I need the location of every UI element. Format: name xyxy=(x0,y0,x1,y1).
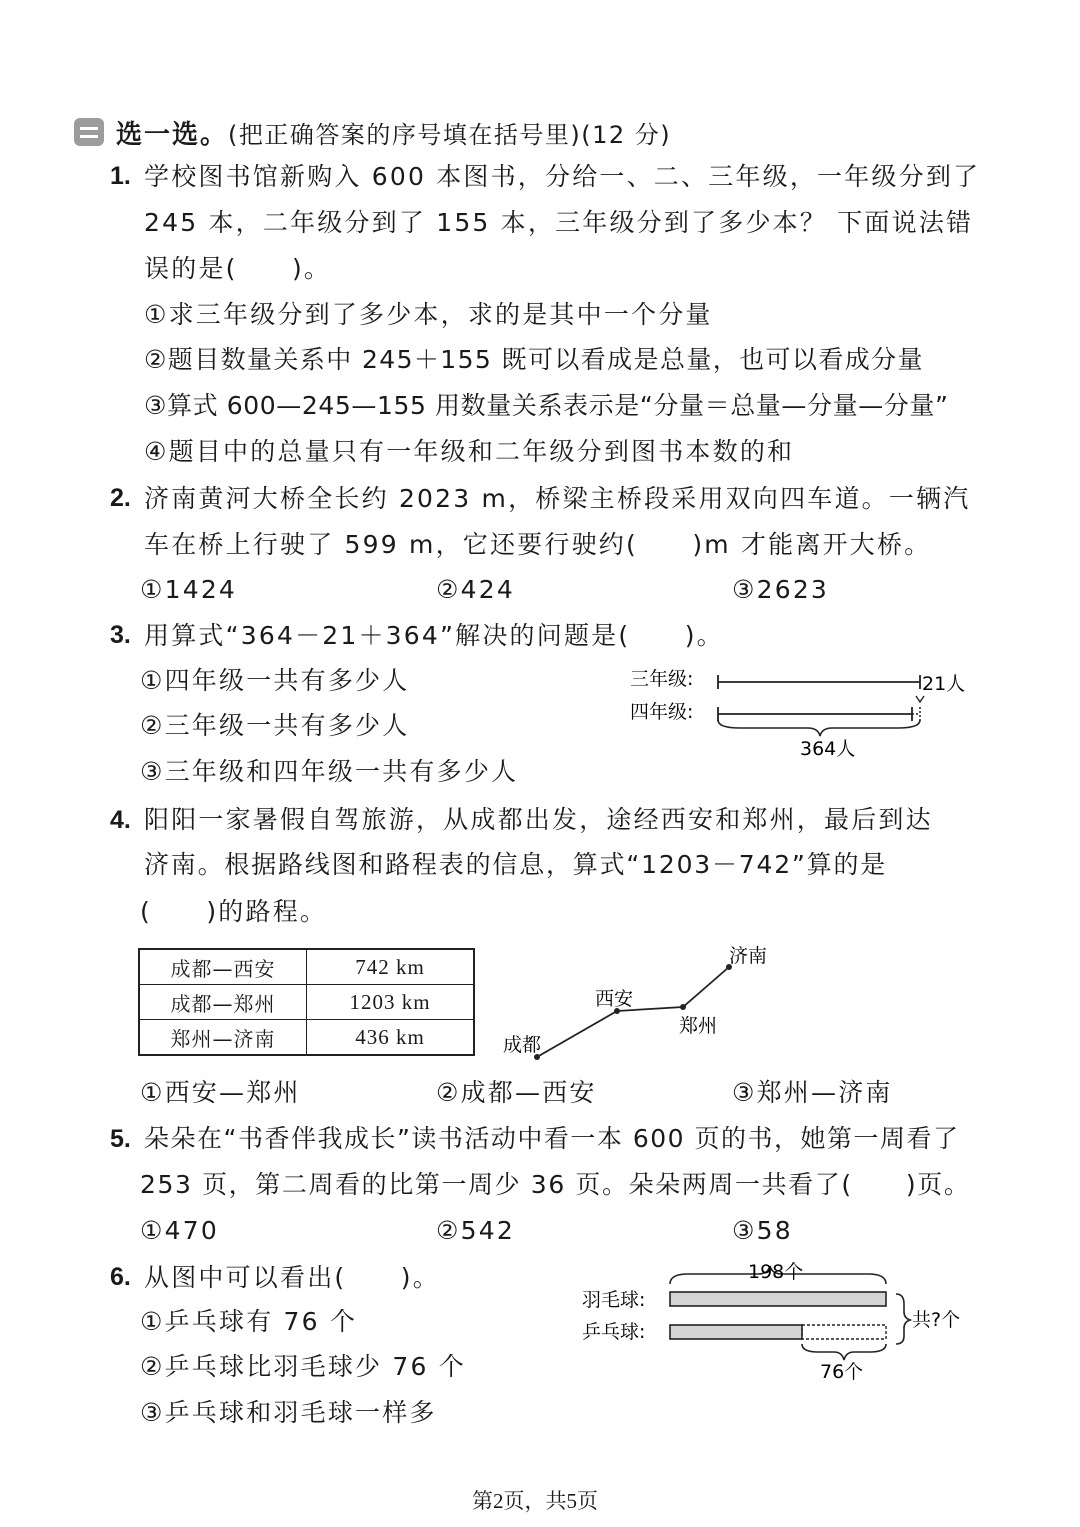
q6-line: 从图中可以看出( )。 xyxy=(144,1263,440,1292)
q1-line-2: 245 本，二年级分到了 155 本，三年级分到了多少本？ 下面说法错 xyxy=(144,208,974,237)
route-distance-table xyxy=(138,948,475,1056)
section-title: 选一选。 xyxy=(116,120,229,150)
table-cell-distance: 1203 km xyxy=(307,985,475,1020)
q6-option-2: ②乒乓球比羽毛球少 76 个 xyxy=(140,1352,466,1381)
q5-line-2: 253 页，第二周看的比第一周少 36 页。朵朵两周一共看了( )页。 xyxy=(140,1170,971,1199)
page-footer: 第2页，共5页 xyxy=(472,1489,598,1513)
q5-number: 5. xyxy=(110,1125,131,1153)
table-cell-route: 成都—郑州 xyxy=(139,985,307,1020)
q4-option-3: ③郑州—济南 xyxy=(732,1078,893,1107)
q1-line-1: 学校图书馆新购入 600 本图书，分给一、二、三年级，一年级分到了 xyxy=(144,162,981,191)
q4-option-2: ②成都—西安 xyxy=(436,1078,597,1107)
q3-total-label: 364人 xyxy=(800,738,856,760)
q3-diff-label: 21人 xyxy=(922,673,966,695)
q6-total-label: 共?个 xyxy=(912,1309,961,1331)
q1-line-3: 误的是( )。 xyxy=(144,254,332,283)
q1-number: 1. xyxy=(110,162,131,190)
q1-option-3: ③算式 600—245—155 用数量关系表示是“分量＝总量—分量—分量” xyxy=(144,391,949,420)
q2-option-2: ②424 xyxy=(436,575,515,604)
q4-option-1: ①西安—郑州 xyxy=(140,1078,301,1107)
map-chengdu-label: 成都 xyxy=(503,1034,542,1056)
q2-line-1: 济南黄河大桥全长约 2023 m，桥梁主桥段采用双向四车道。一辆汽 xyxy=(144,484,971,513)
q2-option-1: ①1424 xyxy=(140,575,238,604)
q6-option-3: ③乒乓球和羽毛球一样多 xyxy=(140,1398,437,1427)
map-xian-label: 西安 xyxy=(595,988,634,1010)
route-map xyxy=(495,935,795,1065)
q4-line-2: 济南。根据路线图和路程表的信息，算式“1203－742”算的是 xyxy=(144,850,888,879)
q6-top-label: 198个 xyxy=(748,1261,804,1283)
table-cell-route: 成都—西安 xyxy=(139,949,307,985)
q3-grade4-label: 四年级: xyxy=(630,701,694,723)
q2-number: 2. xyxy=(110,484,131,512)
q5-line-1: 朵朵在“书香伴我成长”读书活动中看一本 600 页的书，她第一周看了 xyxy=(144,1124,960,1153)
q3-number: 3. xyxy=(110,621,131,649)
q5-option-1: ①470 xyxy=(140,1216,219,1245)
q6-diff-label: 76个 xyxy=(820,1361,864,1383)
q3-line-segment-diagram xyxy=(620,660,980,760)
map-jinan-label: 济南 xyxy=(729,945,768,967)
q6-number: 6. xyxy=(110,1263,131,1291)
table-row xyxy=(139,949,474,985)
q4-line-3: ( )的路程。 xyxy=(140,897,328,926)
table-row xyxy=(139,1020,474,1056)
q3-option-1: ①四年级一共有多少人 xyxy=(140,666,410,695)
q1-option-1: ①求三年级分到了多少本，求的是其中一个分量 xyxy=(144,300,713,329)
section-badge-icon xyxy=(74,118,104,146)
q1-option-2: ②题目数量关系中 245＋155 既可以看成是总量，也可以看成分量 xyxy=(144,345,924,374)
q3-grade3-label: 三年级: xyxy=(630,668,694,690)
q5-option-3: ③58 xyxy=(732,1216,793,1245)
q6-option-1: ①乒乓球有 76 个 xyxy=(140,1307,358,1336)
q6-bar-diagram xyxy=(578,1258,978,1384)
q2-line-2: 车在桥上行驶了 599 m，它还要行驶约( )m 才能离开大桥。 xyxy=(144,530,932,559)
q6-pingpong-label: 乒乓球: xyxy=(582,1321,646,1343)
table-cell-distance: 436 km xyxy=(307,1020,475,1056)
q3-line: 用算式“364－21＋364”解决的问题是( )。 xyxy=(144,621,724,650)
table-row xyxy=(139,985,474,1020)
q3-option-3: ③三年级和四年级一共有多少人 xyxy=(140,757,519,786)
q3-option-2: ②三年级一共有多少人 xyxy=(140,711,410,740)
q4-line-1: 阳阳一家暑假自驾旅游，从成都出发，途经西安和郑州，最后到达 xyxy=(144,805,933,834)
table-cell-route: 郑州—济南 xyxy=(139,1020,307,1056)
q6-badminton-label: 羽毛球: xyxy=(582,1289,646,1311)
q5-option-2: ②542 xyxy=(436,1216,515,1245)
table-cell-distance: 742 km xyxy=(307,949,475,985)
q1-option-4: ④题目中的总量只有一年级和二年级分到图书本数的和 xyxy=(144,437,795,466)
q4-number: 4. xyxy=(110,806,131,834)
q2-option-3: ③2623 xyxy=(732,575,830,604)
section-note: (把正确答案的序号填在括号里)(12 分) xyxy=(228,121,672,149)
map-zhengzhou-label: 郑州 xyxy=(679,1015,718,1037)
